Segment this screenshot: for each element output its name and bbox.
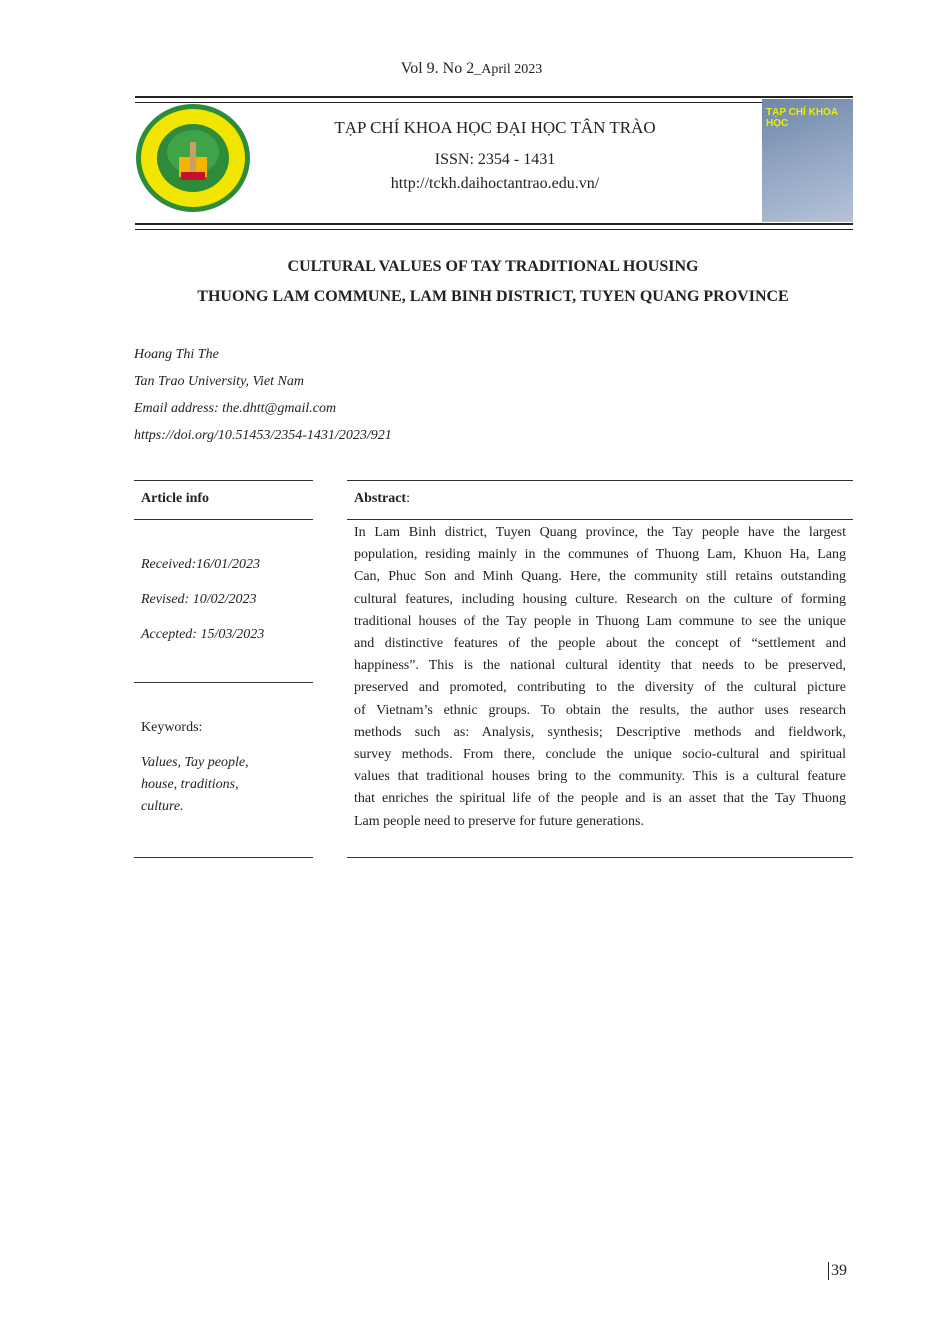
header-rule-bottom	[135, 223, 853, 230]
author-affiliation: Tan Trao University, Viet Nam	[134, 374, 304, 389]
revised-date: Revised: 10/02/2023	[141, 592, 257, 607]
cover-title: TẠP CHÍ KHOA HỌC	[766, 107, 838, 129]
journal-name: TẠP CHÍ KHOA HỌC ĐẠI HỌC TÂN TRÀO	[334, 118, 656, 137]
divider	[347, 857, 853, 858]
article-info-heading: Article info	[141, 491, 210, 506]
accepted-date: Accepted: 15/03/2023	[141, 627, 265, 642]
abstract-line: In Lam Binh district, Tuyen Quang province, the Tay people have the largest	[354, 525, 846, 540]
keyword-line: house, traditions,	[141, 777, 239, 792]
article-title-line-2: THUONG LAM COMMUNE, LAM BINH DISTRICT, TUYEN QUANG PROVINCE	[197, 288, 789, 305]
abstract-line: cultural features, including housing culture. Research on the culture of forming	[354, 591, 846, 607]
author-name: Hoang Thi The	[134, 347, 219, 362]
divider	[134, 519, 313, 520]
keywords-heading: Keywords:	[141, 720, 203, 735]
divider	[134, 682, 313, 683]
keyword-line: culture.	[141, 799, 184, 814]
keyword-line: Values, Tay people,	[141, 755, 249, 770]
journal-url[interactable]: http://tckh.daihoctantrao.edu.vn/	[390, 175, 600, 192]
divider	[134, 480, 313, 481]
divider	[347, 519, 853, 520]
issue-date: _April 2023	[474, 62, 543, 77]
abstract-line: that enriches the spiritual life of the people and is an asset that the Tay Thuong	[354, 791, 846, 807]
abstract-colon: :	[406, 491, 410, 506]
abstract-heading	[354, 491, 410, 507]
abstract-line: Can, Phuc Son and Minh Quang. Here, the community still retains outstanding	[354, 569, 846, 585]
abstract-line: Lam people need to preserve for future generations.	[354, 813, 644, 829]
abstract-line: and distinctive features of the people about the concept of “settlement and	[354, 636, 846, 651]
doi-link[interactable]: https://doi.org/10.51453/2354-1431/2023/921	[134, 428, 392, 443]
university-logo	[134, 102, 252, 214]
abstract-heading-text: Abstract	[354, 491, 407, 506]
author-email[interactable]: Email address: the.dhtt@gmail.com	[134, 401, 337, 416]
journal-cover-image	[762, 99, 853, 222]
abstract-line: traditional houses of the Tay people in Thuong Lam commune to see the unique	[354, 613, 846, 629]
abstract-line: preserved and promoted, contributing to the diversity of the cultural picture	[354, 680, 846, 696]
abstract-line: happiness”. This is the national cultural identity that needs to be preserved,	[354, 658, 846, 674]
running-header	[0, 60, 943, 78]
abstract-line: of Vietnam’s ethnic groups. To obtain the results, the author uses research	[354, 702, 846, 718]
divider	[347, 480, 853, 481]
abstract-line: survey methods. From there, conclude the unique socio-cultural and spiritual	[354, 747, 846, 762]
received-date: Received:16/01/2023	[141, 557, 260, 572]
abstract-line: methods such as: Analysis, synthesis; Descriptive methods and fieldwork,	[354, 724, 846, 740]
abstract-line: values that traditional houses bring to the community. This is a cultural feature	[354, 769, 846, 785]
volume-label: Vol 9. No 2	[400, 60, 475, 77]
journal-issn: ISSN: 2354 - 1431	[434, 151, 556, 168]
page-number: 39	[828, 1262, 847, 1280]
divider	[134, 857, 313, 858]
abstract-line: population, residing mainly in the communes of Thuong Lam, Khuon Ha, Lang	[354, 547, 846, 563]
article-title-line-1: CULTURAL VALUES OF TAY TRADITIONAL HOUSING	[287, 258, 699, 275]
